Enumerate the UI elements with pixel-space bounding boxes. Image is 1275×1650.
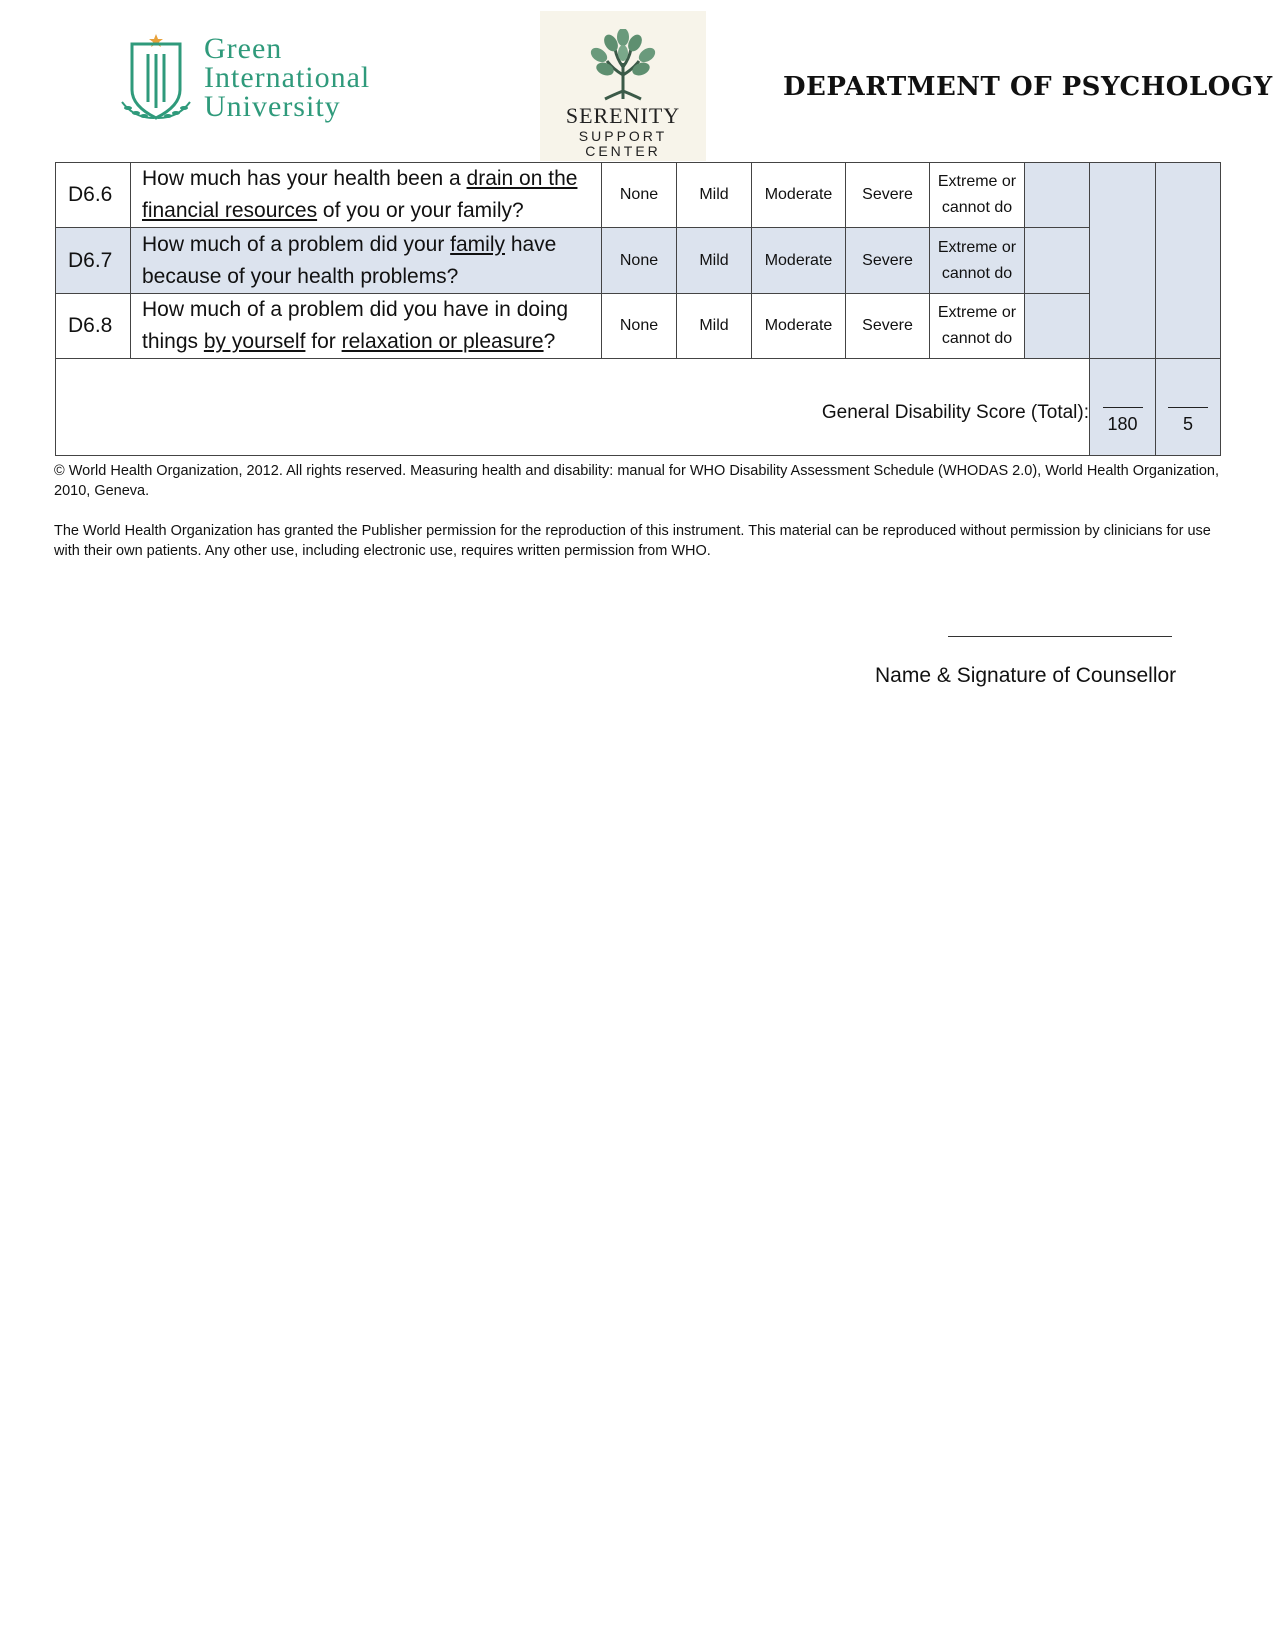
score-cell[interactable] — [1024, 227, 1090, 294]
university-name — [204, 34, 370, 121]
option-none[interactable]: None — [601, 162, 677, 228]
item-id-cell — [55, 227, 131, 294]
option-none[interactable]: None — [601, 227, 677, 294]
total-score-box[interactable] — [1089, 358, 1156, 456]
serenity-logo — [540, 11, 706, 161]
question-text: How much has your health been a drain on the financial resources of you or your family? — [142, 167, 578, 222]
option-severe[interactable]: Severe — [845, 293, 930, 359]
option-severe[interactable]: Severe — [845, 162, 930, 228]
item-id: D6.8 — [68, 314, 113, 337]
items-score-box[interactable] — [1155, 358, 1221, 456]
question-cell — [130, 293, 602, 359]
option-mild[interactable]: Mild — [676, 162, 752, 228]
option-moderate[interactable]: Moderate — [751, 293, 846, 359]
signature-line[interactable] — [948, 636, 1172, 637]
option-mild[interactable]: Mild — [676, 293, 752, 359]
tree-icon — [583, 29, 663, 101]
item-id-cell — [55, 293, 131, 359]
option-moderate[interactable]: Moderate — [751, 162, 846, 228]
total-label: General Disability Score (Total): — [821, 402, 1089, 423]
university-name-line2: International — [204, 61, 371, 94]
total-label-cell — [55, 358, 1090, 456]
question-text: How much of a problem did your family have because of your health problems? — [142, 232, 557, 288]
option-none[interactable]: None — [601, 293, 677, 359]
signature-label: Name & Signature of Counsellor — [875, 664, 1177, 687]
option-extreme[interactable]: Extreme or cannot do — [929, 293, 1025, 359]
question-text: How much of a problem did you have in doing things by yourself for relaxation or pleasure? — [142, 298, 569, 353]
serenity-title: SERENITY — [565, 103, 681, 128]
serenity-subtitle-2: CENTER — [585, 143, 661, 159]
score-cell[interactable] — [1024, 293, 1090, 359]
score-blank-line — [1103, 407, 1143, 408]
item-id-cell — [55, 162, 131, 228]
total-items: 5 — [1182, 414, 1193, 434]
option-mild[interactable]: Mild — [676, 227, 752, 294]
option-moderate[interactable]: Moderate — [751, 227, 846, 294]
score-cell[interactable] — [1024, 162, 1090, 228]
university-name-line1: Green — [204, 32, 283, 65]
disability-table — [55, 162, 1221, 456]
department-title: DEPARTMENT OF PSYCHOLOGY — [783, 72, 1273, 102]
option-extreme[interactable]: Extreme or cannot do — [929, 227, 1025, 294]
summary-column-1 — [1089, 162, 1156, 359]
serenity-subtitle-1: SUPPORT — [578, 128, 668, 144]
question-cell — [130, 227, 602, 294]
item-id: D6.6 — [68, 183, 113, 206]
copyright-note: © World Health Organization, 2012. All rights reserved. Measuring health and disability: manual for WHO Disability Assessment Schedule (WHODAS 2.0), World Health Organization, 2010, Geneva. — [54, 463, 1220, 499]
option-severe[interactable]: Severe — [845, 227, 930, 294]
shield-pillar-laurel-icon — [120, 32, 200, 124]
permission-note: The World Health Organization has granted the Publisher permission for the reproduction of this instrument. This material can be reproduced without permission by clinicians for use with their own patients. Any other use, including electronic use, requires written permission from WHO. — [54, 523, 1211, 559]
summary-column-2 — [1155, 162, 1221, 359]
question-cell — [130, 162, 602, 228]
item-id: D6.7 — [68, 248, 113, 272]
total-max: 180 — [1107, 414, 1138, 434]
university-logo — [120, 32, 440, 124]
option-extreme[interactable]: Extreme or cannot do — [929, 162, 1025, 228]
score-blank-line — [1168, 407, 1208, 408]
university-name-line3: University — [204, 90, 341, 123]
